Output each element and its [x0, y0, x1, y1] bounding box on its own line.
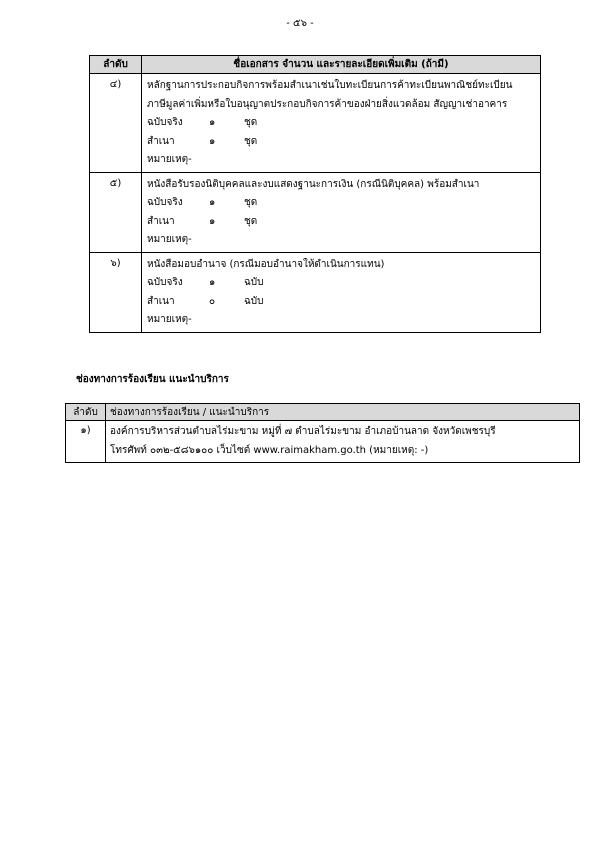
- document-details: [142, 252, 541, 332]
- copy-line: [147, 133, 536, 152]
- header-channel: ช่องทางการร้องเรียน / แนะนำบริการ: [106, 404, 580, 421]
- document-title-line: หนังสือมอบอำนาจ (กรณีมอบอำนาจให้ดำเนินการแทน): [147, 258, 385, 270]
- row-number: ๖): [90, 252, 142, 332]
- document-title-line: ภาษีมูลค่าเพิ่มหรือใบอนุญาตประกอบกิจการค้าของฝ่ายสิ่งแวดล้อม สัญญาเช่าอาคาร: [147, 98, 508, 110]
- original-unit: ชุด: [244, 117, 258, 128]
- original-unit: ฉบับ: [244, 277, 264, 288]
- copy-quantity: ๐: [209, 295, 216, 307]
- original-quantity: ๑: [209, 197, 216, 208]
- table-row: [90, 74, 541, 173]
- original-quantity: ๑: [209, 277, 216, 288]
- document-details: [142, 74, 541, 173]
- copy-label: สำเนา: [147, 215, 175, 227]
- copy-label: สำเนา: [147, 135, 175, 147]
- copy-line: [147, 293, 536, 312]
- original-copy-line: [147, 114, 536, 133]
- section-title: ช่องทางการร้องเรียน แนะนำบริการ: [76, 374, 229, 385]
- table-header-row: [66, 404, 580, 421]
- original-label: ฉบับจริง: [147, 197, 183, 208]
- original-quantity: ๑: [209, 117, 216, 128]
- note: หมายเหตุ-: [147, 314, 192, 325]
- original-unit: ชุด: [244, 197, 258, 208]
- channel-details: [106, 421, 580, 463]
- document-details: [142, 172, 541, 252]
- table-row: [90, 252, 541, 332]
- header-order: ลำดับ: [66, 404, 106, 421]
- document-title-line: หลักฐานการประกอบกิจการพร้อมสำเนาเช่นใบทะเบียนการค้าทะเบียนพาณิชย์ทะเบียน: [147, 80, 513, 91]
- copy-line: [147, 213, 536, 232]
- row-number: ๕): [90, 172, 142, 252]
- original-copy-line: [147, 194, 536, 213]
- table-row: [66, 421, 580, 463]
- copy-unit: ชุด: [244, 215, 258, 227]
- table-row: [90, 172, 541, 252]
- channel-address: องค์การบริหารส่วนตำบลไร่มะขาม หมู่ที่ ๗ ตำบลไร่มะขาม อำเภอบ้านลาด จังหวัดเพชรบุรี: [110, 426, 496, 437]
- header-document: ชื่อเอกสาร จำนวน และรายละเอียดเพิ่มเติม (ถ้ามี): [142, 56, 541, 74]
- copy-quantity: ๑: [209, 215, 216, 227]
- channels-table: [65, 403, 580, 463]
- channel-contact: โทรศัพท์ ๐๓๒-๕๘๖๑๐๐ เว็บไซต์ www.raimakham.go.th (หมายเหตุ: -): [110, 444, 429, 456]
- copy-quantity: ๑: [209, 135, 216, 147]
- original-label: ฉบับจริง: [147, 117, 183, 128]
- note: หมายเหตุ-: [147, 234, 192, 245]
- original-label: ฉบับจริง: [147, 277, 183, 288]
- page-number: - ๕๖ -: [286, 18, 314, 29]
- original-copy-line: [147, 274, 536, 293]
- note: หมายเหตุ-: [147, 154, 192, 165]
- row-number: ๑): [66, 421, 106, 463]
- copy-unit: ชุด: [244, 135, 258, 147]
- documents-table: [89, 55, 541, 333]
- table-header-row: [90, 56, 541, 74]
- copy-label: สำเนา: [147, 295, 175, 307]
- row-number: ๔): [90, 74, 142, 173]
- copy-unit: ฉบับ: [244, 295, 264, 307]
- header-order: ลำดับ: [90, 56, 142, 74]
- document-title-line: หนังสือรับรองนิติบุคคลและงบแสดงฐานะการเงิน (กรณีนิติบุคคล) พร้อมสำเนา: [147, 178, 480, 190]
